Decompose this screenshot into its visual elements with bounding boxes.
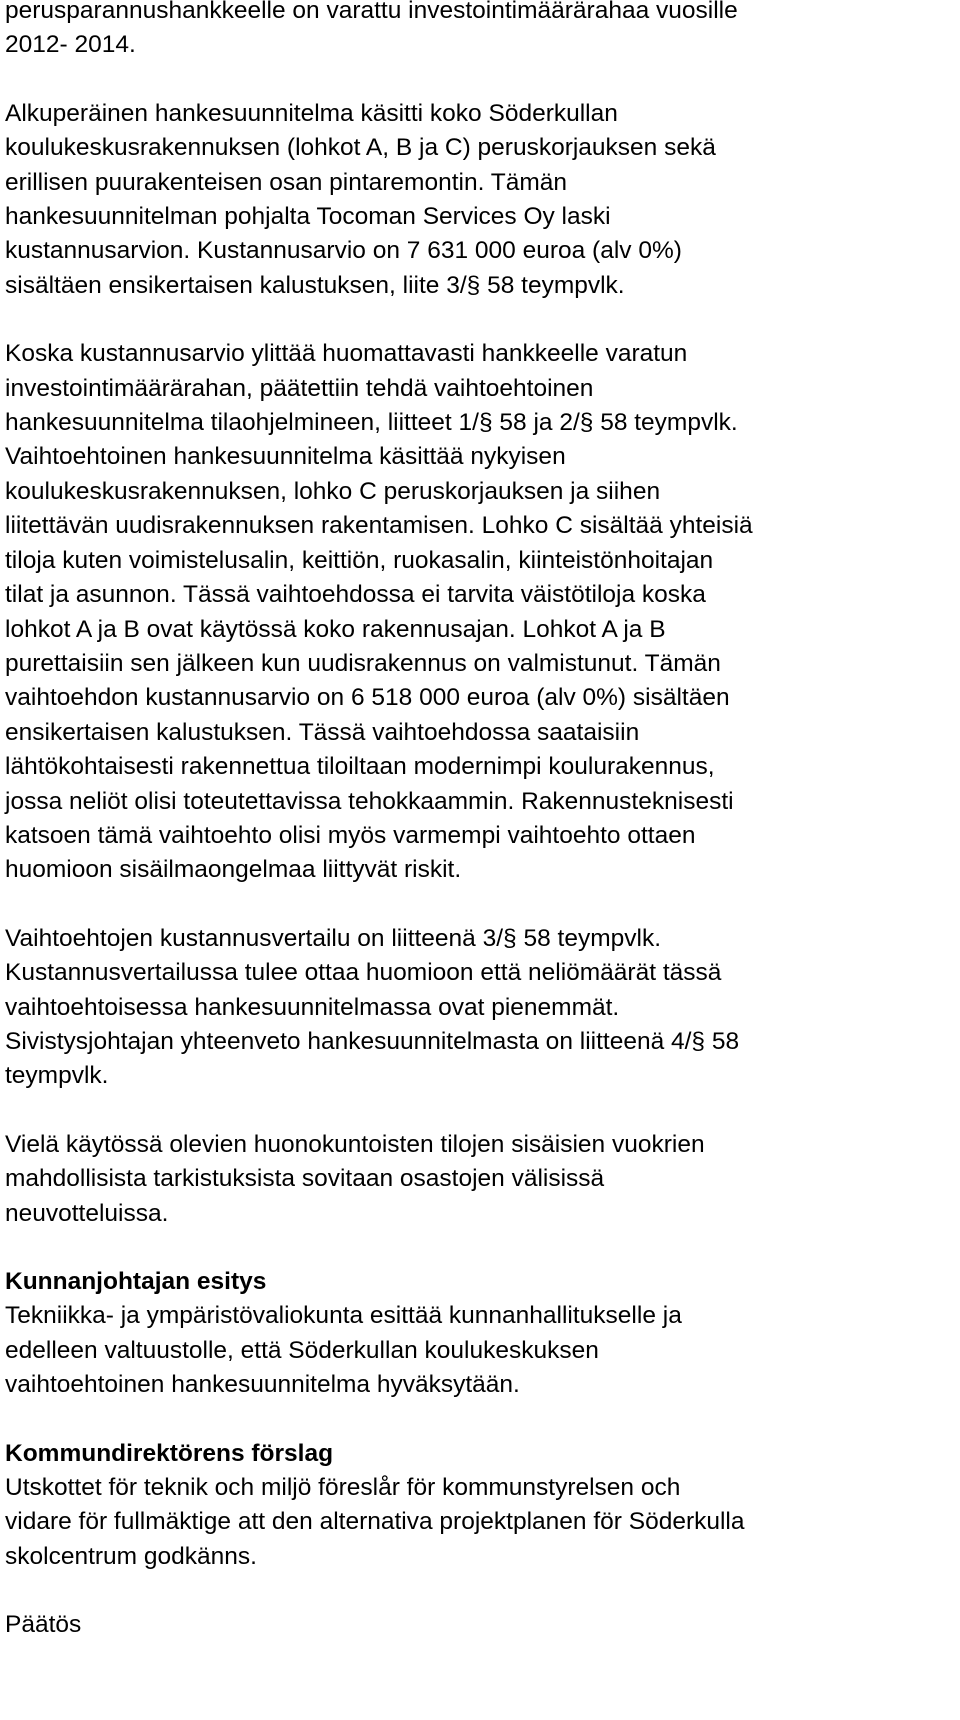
paragraph-rental-review: Vielä käytössä olevien huonokuntoisten tilojen sisäisien vuokrien mahdollisista tarkistuksista sovitaan osastojen välisissä neuvotteluissa.	[5, 1130, 705, 1227]
proposal-fi-heading: Kunnanjohtajan esitys	[5, 1268, 267, 1295]
paragraph-gap	[5, 1403, 945, 1437]
paragraph-cost-comparison: Vaihtoehtojen kustannusvertailu on liitteenä 3/§ 58 teympvlk. Kustannusvertailussa tulee ottaa huomioon että neliömäärät tässä vaihtoehtoisessa hankesuunnitelmassa ovat pienemmät. Sivistysjohtajan yhteenveto hankesuunnitelmasta on liitteenä 4/§ 58 teympvlk.	[5, 924, 740, 1090]
proposal-fi-text: Tekniikka- ja ympäristövaliokunta esittää kunnanhallitukselle ja edelleen valtuustolle, että Söderkullan koulukeskuksen vaihtoehtoinen hankesuunnitelma hyväksytään.	[5, 1302, 682, 1399]
paragraph-gap	[5, 303, 945, 337]
document-page	[5, 0, 945, 1643]
proposal-sv-heading: Kommundirektörens förslag	[5, 1439, 334, 1467]
paragraph-gap	[5, 1094, 945, 1128]
decision-heading: Päätös	[5, 1611, 82, 1639]
paragraph-alternative-plan: Koska kustannusarvio ylittää huomattavasti hankkeelle varatun investointimäärärahan, päätettiin tehdä vaihtoehtoinen hankesuunnitelma tilaohjelmineen, liitteet 1/§ 58 ja 2/§ 58 teympvlk. Vaihtoehtoinen hankesuunnitelma käsittää nykyisen koulukeskusrakennuksen, lohko C peruskorjauksen ja siihen liitettävän uudisrakennuksen rakentamisen. Lohko C sisältää yhteisiä tiloja kuten voimistelusalin, keittiön, ruokasalin, kiinteistönhoitajan tilat ja asunnon. Tässä vaihtoehdossa ei tarvita väistötiloja koska lohkot A ja B ovat käytössä koko rakennusajan. Lohkot A ja B purettaisiin sen jälkeen kun uudisrakennus on valmistunut. Tämän vaihtoehdon kustannusarvio on 6 518 000 euroa (alv 0%) sisältäen ensikertaisen kalustuksen. Tässä vaihtoehdossa saataisiin lähtökohtaisesti rakennettua tiloiltaan modernimpi koulurakennus, jossa neliöt olisi toteutettavissa tehokkaammin. Rakennusteknisesti katsoen tämä vaihtoehto olisi myös varmempi vaihtoehto ottaen huomioon sisäilmaongelmaa liittyvät riskit.	[5, 340, 753, 884]
proposal-sv-text: Utskottet för teknik och miljö föreslår för kommunstyrelsen och vidare för fullmäktige att den alternativa projektplanen för Söderkulla skolcentrum godkänns.	[5, 1474, 745, 1570]
paragraph-gap	[5, 888, 945, 922]
paragraph-gap	[5, 63, 945, 97]
paragraph-gap	[5, 1574, 945, 1608]
paragraph-intro: perusparannushankkeelle on varattu investointimäärärahaa vuosille 2012- 2014.	[5, 0, 738, 59]
paragraph-original-plan: Alkuperäinen hankesuunnitelma käsitti koko Söderkullan koulukeskusrakennuksen (lohkot A, B ja C) peruskorjauksen sekä erillisen puurakenteisen osan pintaremontin. Tämän hankesuunnitelman pohjalta Tocoman Services Oy laski kustannusarvion. Kustannusarvio on 7 631 000 euroa (alv 0%) sisältäen ensikertaisen kalustuksen, liite 3/§ 58 teympvlk.	[5, 99, 716, 299]
paragraph-gap	[5, 1231, 945, 1265]
